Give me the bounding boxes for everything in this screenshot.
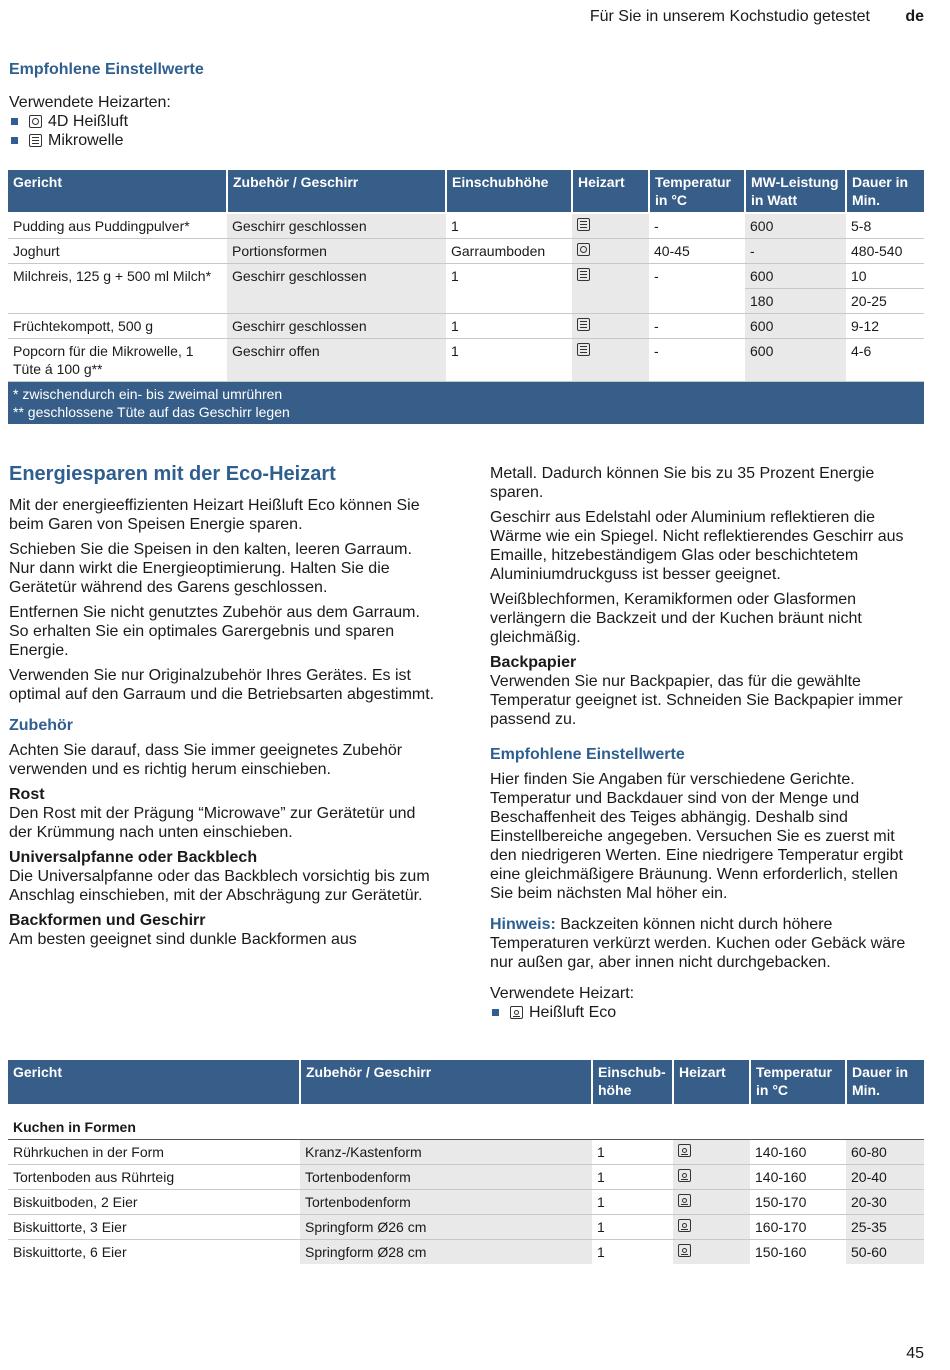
cell-dish: Joghurt: [8, 239, 227, 264]
cell-level: 1: [592, 1165, 673, 1190]
table-row: [8, 1215, 924, 1240]
cell-dish: Popcorn für die Mikrowelle, 1 Tüte á 100 g**: [8, 339, 227, 382]
cell-mode: [572, 314, 649, 339]
cell-accessory: Portionsformen: [227, 239, 446, 264]
col-header-duration: Dauer in Min.: [846, 1060, 924, 1105]
cell-accessory: Geschirr geschlossen: [227, 213, 446, 239]
col-header-temperature: Temperatur in °C: [750, 1060, 846, 1105]
bullet-square-icon: [11, 118, 18, 125]
paragraph: Schieben Sie die Speisen in den kalten, leeren Garraum. Nur dann wirkt die Energieoptimierung. Halten Sie die Gerätetür während des Garens geschlossen.: [9, 541, 412, 596]
cell-mode: [673, 1190, 750, 1215]
cell-duration: 20-25: [846, 289, 924, 314]
paragraph: Verwenden Sie nur Backpapier, das für die gewählte Temperatur geeignet ist. Schneiden Sie Backpapier immer passend zu.: [490, 673, 903, 728]
cell-temperature: 160-170: [750, 1215, 846, 1240]
cell-mw-power: 600: [745, 314, 846, 339]
paragraph: Weißblechformen, Keramikformen oder Glasformen verlängern die Backzeit und der Kuchen bräunt nicht gleichmäßig.: [490, 591, 862, 646]
section-heading-zubehoer: Zubehör: [9, 717, 73, 734]
col-header-mode: Heizart: [572, 170, 649, 213]
col-header-mw-power: MW-Leistung in Watt: [745, 170, 846, 213]
heating-mode-item: [9, 131, 128, 150]
footnote: * zwischendurch ein- bis zweimal umrühren: [13, 386, 283, 402]
cell-accessory: Springform Ø28 cm: [300, 1240, 592, 1265]
subheading-universalpfanne: Universalpfanne oder Backblech: [9, 849, 258, 866]
col-header-level: Einschub-höhe: [592, 1060, 673, 1105]
heating-mode-name: Heißluft Eco: [529, 1003, 617, 1021]
settings-table-microwave: [8, 170, 924, 424]
microwave-icon: [577, 343, 590, 356]
right-column: [490, 464, 920, 1022]
hot-air-eco-icon: [678, 1194, 691, 1207]
cell-level: 1: [592, 1140, 673, 1165]
col-header-accessory: Zubehör / Geschirr: [227, 170, 446, 213]
paragraph: Achten Sie darauf, dass Sie immer geeignetes Zubehör verwenden und es richtig herum einschieben.: [9, 742, 403, 778]
cell-dish: Milchreis, 125 g + 500 ml Milch*: [8, 264, 227, 314]
cell-dish: Rührkuchen in der Form: [8, 1140, 300, 1165]
cell-mode: [572, 339, 649, 382]
section-heading-eco: Energiesparen mit der Eco-Heizart: [9, 463, 336, 485]
cell-temperature: 150-160: [755, 1244, 807, 1260]
cell-accessory: Geschirr offen: [227, 339, 446, 382]
microwave-icon: [577, 318, 590, 331]
paragraph: Verwenden Sie nur Originalzubehör Ihres Gerätes. Es ist optimal auf den Garraum und die Betriebsarten abgestimmt.: [9, 667, 435, 703]
cell-level: Garraumboden: [446, 239, 572, 264]
cell-duration: 25-35: [846, 1215, 924, 1240]
cell-duration: 20-40: [846, 1165, 924, 1190]
cell-accessory: Geschirr geschlossen: [227, 314, 446, 339]
language-code: de: [905, 8, 924, 25]
col-header-mode: Heizart: [673, 1060, 750, 1105]
table-header-row: [8, 170, 924, 213]
heating-mode-list: [490, 1003, 920, 1022]
cell-dish: Biskuittorte, 3 Eier: [8, 1215, 300, 1240]
cell-duration: 480-540: [846, 239, 924, 264]
page-number: 45: [906, 1345, 924, 1362]
paragraph: Die Universalpfanne oder das Backblech vorsichtig bis zum Anschlag einschieben, mit der Abschrägung zur Gerätetür.: [9, 868, 430, 904]
cell-level: 1: [592, 1190, 673, 1215]
heating-modes-label: Verwendete Heizarten:: [9, 94, 171, 111]
table-row: [8, 314, 924, 339]
col-header-level: Einschubhöhe: [446, 170, 572, 213]
cell-level: 1: [446, 314, 572, 339]
cell-accessory: Springform Ø26 cm: [300, 1215, 592, 1240]
cell-level: 1: [592, 1215, 673, 1240]
cell-dish: Pudding aus Puddingpulver*: [8, 213, 227, 239]
subheading-backpapier: Backpapier: [490, 654, 577, 671]
table-footnote-row: [8, 382, 924, 425]
cell-temperature: 140-160: [750, 1165, 846, 1190]
table-row: [8, 239, 924, 264]
col-header-dish: Gericht: [8, 170, 227, 213]
col-header-duration: Dauer in Min.: [846, 170, 924, 213]
hinweis-note: [490, 915, 920, 972]
heating-mode-label: Mikrowelle: [48, 131, 124, 149]
hinweis-text: Backzeiten können nicht durch höhere Temperaturen verkürzt werden. Kuchen oder Gebäck wäre nur außen gar, aber innen nicht durchgebacken.: [490, 916, 906, 971]
heating-mode-item: [9, 112, 128, 131]
footnote: ** geschlossene Tüte auf das Geschirr legen: [13, 404, 290, 420]
cell-temperature: -: [649, 264, 745, 314]
table-footnotes: [8, 382, 924, 425]
cell-dish: Früchtekompott, 500 g: [8, 314, 227, 339]
heating-mode-label: 4D Heißluft: [48, 112, 129, 130]
cell-level: 1: [446, 264, 572, 314]
paragraph: Geschirr aus Edelstahl oder Aluminium reflektieren die Wärme wie ein Spiegel. Nicht reflektierendes Geschirr aus Emaille, hitzebeständigem Glas oder beschichtetem Aluminiumdruckguss ist besser geeignet.: [490, 509, 904, 583]
subheading-rost: Rost: [9, 786, 45, 803]
cell-accessory: Geschirr geschlossen: [227, 264, 446, 314]
bullet-square-icon: [492, 1009, 499, 1016]
table-row: [8, 339, 924, 382]
cell-mode: [572, 213, 649, 239]
cell-mw-power: 600: [745, 213, 846, 239]
cell-mw-power: 180: [745, 289, 846, 314]
table-header-row: [8, 1060, 924, 1105]
hot-air-4d-icon: [577, 243, 590, 256]
table-row: [8, 1190, 924, 1215]
cell-mode: [673, 1215, 750, 1240]
col-header-dish: Gericht: [8, 1060, 300, 1105]
microwave-icon: [29, 134, 42, 147]
paragraph: Mit der energieeffizienten Heizart Heißluft Eco können Sie beim Garen von Speisen Energie sparen.: [9, 497, 420, 533]
table-row: [8, 213, 924, 239]
cell-temperature: 40-45: [649, 239, 745, 264]
hot-air-eco-icon: [510, 1006, 523, 1019]
group-heading: Kuchen in Formen: [8, 1105, 924, 1140]
cell-temperature: -: [649, 339, 745, 382]
paragraph: Am besten geeignet sind dunkle Backformen aus: [9, 931, 357, 948]
table-row: [8, 1140, 924, 1165]
paragraph: Entfernen Sie nicht genutztes Zubehör aus dem Garraum. So erhalten Sie ein optimales Garergebnis und sparen Energie.: [9, 604, 420, 659]
cell-mode: [673, 1240, 750, 1265]
cell-mode: [572, 239, 649, 264]
running-header-title: Für Sie in unserem Kochstudio getestet: [589, 8, 870, 25]
hot-air-eco-icon: [678, 1219, 691, 1232]
cell-duration: 60-80: [846, 1140, 924, 1165]
cell-temperature: -: [649, 213, 745, 239]
cell-accessory: Tortenbodenform: [300, 1165, 592, 1190]
subheading-backformen: Backformen und Geschirr: [9, 912, 206, 929]
col-header-temperature: Temperatur in °C: [649, 170, 745, 213]
microwave-icon: [577, 218, 590, 231]
cell-dish: Biskuittorte, 6 Eier: [13, 1244, 127, 1260]
paragraph: Hier finden Sie Angaben für verschiedene Gerichte. Temperatur und Backdauer sind von der Menge und Beschaffenheit des Teiges abhängig. Deshalb sind Einstellbereiche angegeben. Versuchen Sie es zuerst mit den niedrigeren Werten. Eine niedrigere Temperatur ergibt eine gleichmäßigere Bräunung. Wenn erforderlich, stellen Sie beim nächsten Mal höher ein.: [490, 771, 903, 902]
cell-temperature: -: [649, 314, 745, 339]
hot-air-4d-icon: [29, 115, 42, 128]
cell-mode: [572, 264, 649, 314]
heating-mode-label: Verwendete Heizart:: [490, 985, 635, 1002]
cell-level: 1: [446, 339, 572, 382]
cell-duration: 10: [846, 264, 924, 289]
hot-air-eco-icon: [678, 1144, 691, 1157]
hinweis-label: Hinweis:: [490, 916, 556, 933]
cell-temperature: 140-160: [750, 1140, 846, 1165]
paragraph: Metall. Dadurch können Sie bis zu 35 Prozent Energie sparen.: [490, 465, 875, 501]
cell-mode: [673, 1140, 750, 1165]
cell-mw-power: 600: [745, 264, 846, 289]
cell-dish: Biskuitboden, 2 Eier: [8, 1190, 300, 1215]
hot-air-eco-icon: [678, 1244, 691, 1257]
paragraph: Den Rost mit der Prägung “Microwave” zur Gerätetür und der Krümmung nach unten einschieben.: [9, 805, 416, 841]
settings-table-eco: [8, 1060, 924, 1264]
section-heading-empfohlene: Empfohlene Einstellwerte: [9, 61, 204, 78]
cell-level: 1: [446, 213, 572, 239]
bullet-square-icon: [11, 137, 18, 144]
heating-modes-list: [9, 112, 128, 150]
cell-mode: [673, 1165, 750, 1190]
table-group-row: [8, 1105, 924, 1140]
table-row: [8, 264, 924, 289]
cell-duration: 5-8: [846, 213, 924, 239]
cell-mw-power: -: [745, 239, 846, 264]
section-heading-empfohlene-2: Empfohlene Einstellwerte: [490, 746, 685, 763]
cell-accessory: Tortenbodenform: [300, 1190, 592, 1215]
cell-duration: 20-30: [846, 1190, 924, 1215]
cell-duration: 4-6: [846, 339, 924, 382]
table-row: [8, 1240, 924, 1265]
hot-air-eco-icon: [678, 1169, 691, 1182]
cell-mw-power: 600: [745, 339, 846, 382]
table-row: [8, 1165, 924, 1190]
heating-mode-item: [490, 1003, 920, 1022]
left-column: [9, 462, 439, 955]
cell-dish: Tortenboden aus Rührteig: [8, 1165, 300, 1190]
col-header-accessory: Zubehör / Geschirr: [300, 1060, 592, 1105]
cell-level: 1: [597, 1244, 605, 1260]
microwave-icon: [577, 268, 590, 281]
cell-accessory: Kranz-/Kastenform: [300, 1140, 592, 1165]
cell-temperature: 150-170: [750, 1190, 846, 1215]
cell-duration: 9-12: [846, 314, 924, 339]
cell-duration: 50-60: [846, 1240, 924, 1265]
